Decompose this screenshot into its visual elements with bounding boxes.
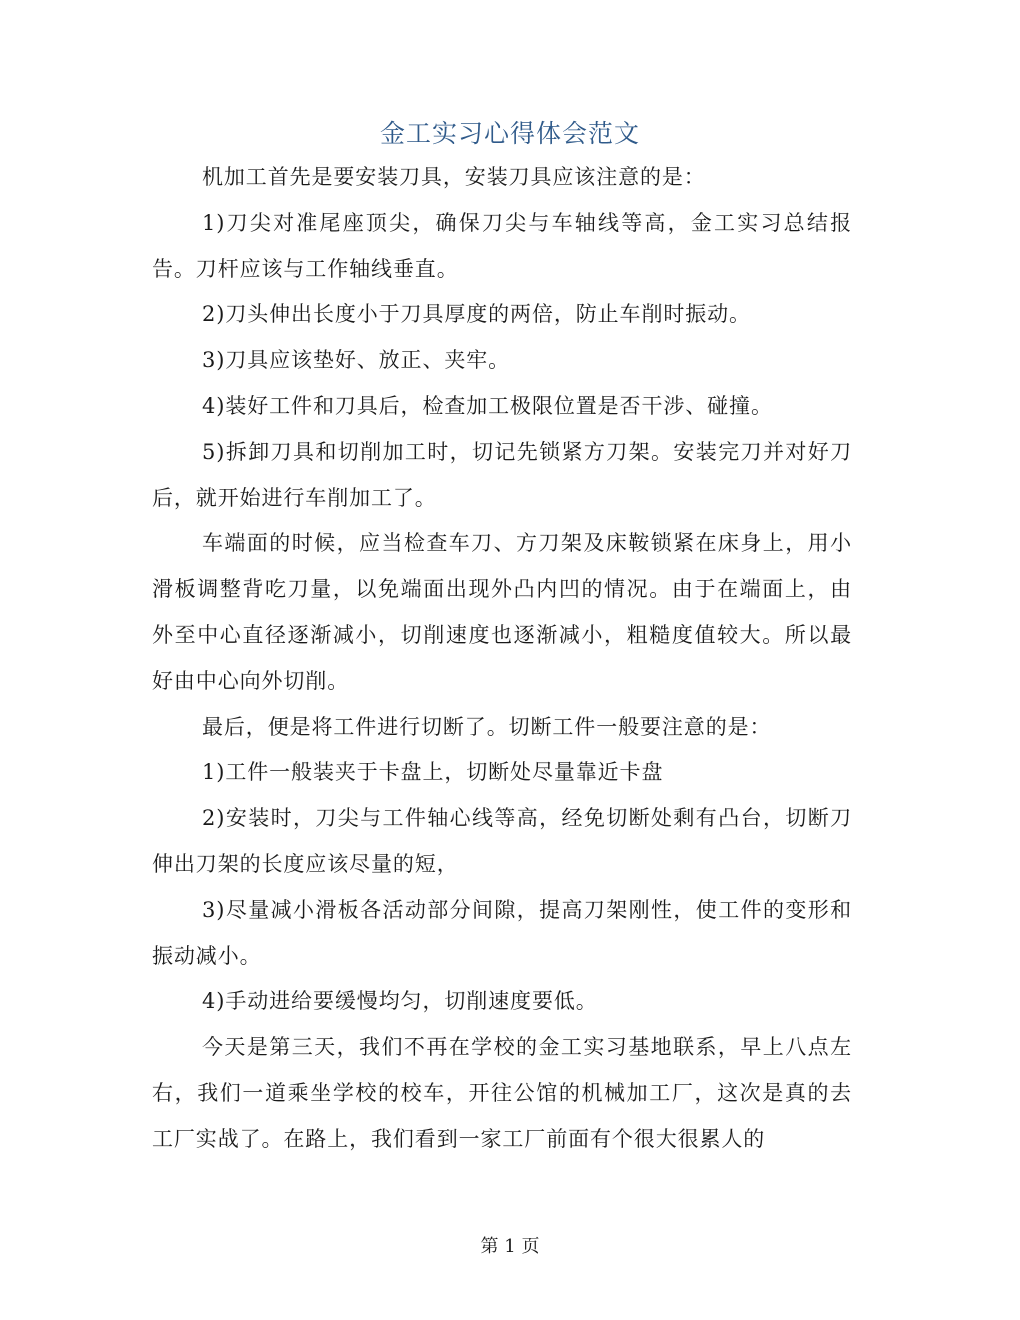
- page-number: 第 1 页: [480, 1236, 540, 1257]
- paragraph: 1)刀尖对准尾座顶尖，确保刀尖与车轴线等高，金工实习总结报告。刀杆应该与工作轴线垂直。: [152, 210, 852, 281]
- paragraph: 机加工首先是要安装刀具，安装刀具应该注意的是：: [202, 165, 706, 189]
- paragraph: 2)安装时，刀尖与工件轴心线等高，经免切断处剩有凸台，切断刀伸出刀架的长度应该尽量的短，: [152, 806, 852, 876]
- paragraph: 4)手动进给要缓慢均匀，切削速度要低。: [202, 989, 598, 1014]
- paragraph: 3)刀具应该垫好、放正、夹牢。: [202, 348, 511, 373]
- document-title: 金工实习心得体会范文: [379, 119, 640, 148]
- document-body: [152, 155, 852, 1163]
- paragraph: 5)拆卸刀具和切削加工时，切记先锁紧方刀架。安装完刀并对好刀后，就开始进行车削加工了。: [152, 439, 852, 510]
- paragraph: 2)刀头伸出长度小于刀具厚度的两倍，防止车削时振动。: [202, 302, 751, 327]
- paragraph: 3)尽量减小滑板各活动部分间隙，提高刀架刚性，使工件的变形和振动减小。: [152, 897, 852, 968]
- paragraph: 1)工件一般装夹于卡盘上，切断处尽量靠近卡盘: [202, 760, 664, 785]
- paragraph: 今天是第三天，我们不再在学校的金工实习基地联系，早上八点左右，我们一道乘坐学校的校车，开往公馆的机械加工厂，这次是真的去工厂实战了。在路上，我们看到一家工厂前面有个很大很累人的: [152, 1035, 852, 1151]
- paragraph: 4)装好工件和刀具后，检查加工极限位置是否干涉、碰撞。: [202, 393, 773, 418]
- paragraph: 最后，便是将工件进行切断了。切断工件一般要注意的是：: [202, 714, 772, 739]
- paragraph: 车端面的时候，应当检查车刀、方刀架及床鞍锁紧在床身上，用小滑板调整背吃刀量，以免端面出现外凸内凹的情况。由于在端面上，由外至中心直径逐渐减小，切削速度也逐渐减小，粗糙度值较大。所以最好由中心向外切削。: [152, 531, 852, 693]
